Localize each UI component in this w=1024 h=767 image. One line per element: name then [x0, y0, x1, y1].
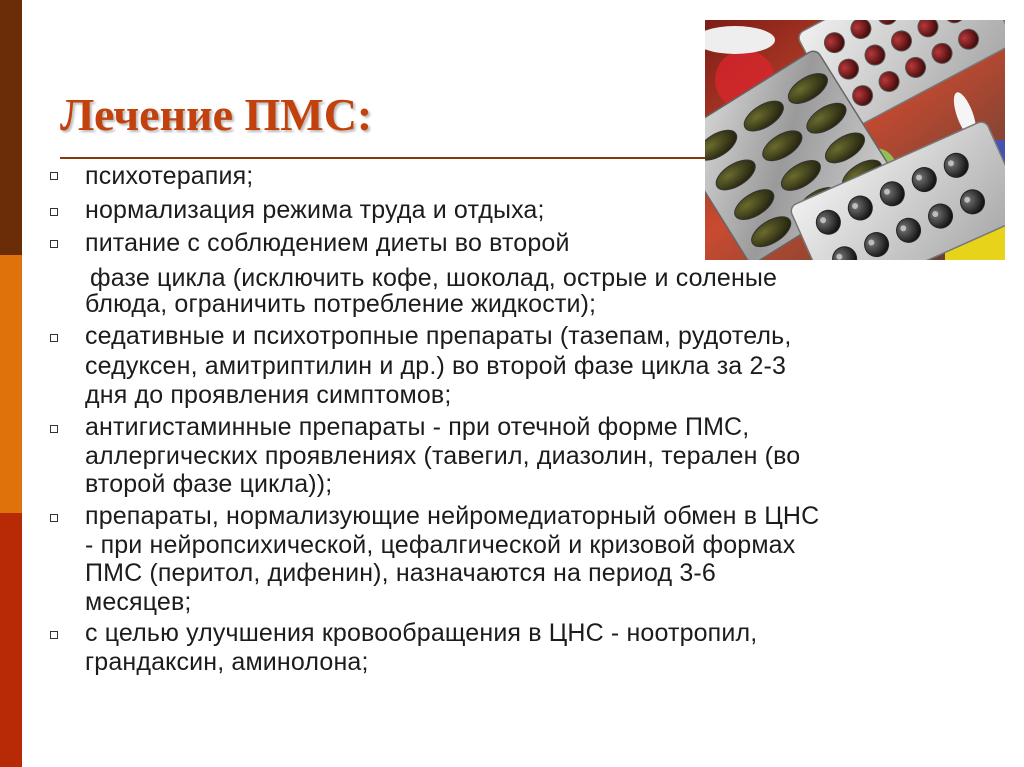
slide-title: Лечение ПМС:	[60, 89, 373, 140]
bullet-text: блюда, ограничить потребление жидкости);	[85, 290, 597, 318]
bullet-text: препараты, нормализующие нейромедиаторный обмен в ЦНС	[85, 502, 820, 530]
bullet-marker-icon	[50, 631, 58, 639]
side-bar-middle-segment	[0, 255, 22, 513]
side-bar-top-segment	[0, 0, 22, 255]
bullet-text: питание с соблюдением диеты во второй	[85, 229, 570, 257]
bullet-text: месяцев;	[85, 588, 192, 616]
bullet-text: седуксен, амитриптилин и др.) во второй фазе цикла за 2-3	[85, 352, 787, 380]
bullet-text: ПМС (перитол, дифенин), назначаются на период 3-6	[85, 559, 716, 587]
bullet-marker-icon	[50, 172, 58, 180]
title-underline	[60, 157, 715, 159]
bullet-text: антигистаминные препараты - при отечной форме ПМС,	[85, 413, 750, 441]
bullet-text: седативные и психотропные препараты (тазепам, рудотель,	[85, 322, 792, 350]
side-bar-bottom-segment	[0, 513, 22, 767]
bullet-text: фазе цикла (исключить кофе, шоколад, острые и соленые	[90, 264, 778, 292]
bullet-text: аллергических проявлениях (тавегил, диазолин, терален (во	[85, 442, 801, 470]
bullet-marker-icon	[50, 208, 58, 216]
bullet-text: грандаксин, аминолона;	[85, 648, 369, 676]
bullet-text: с целью улучшения кровообращения в ЦНС - ноотропил,	[85, 619, 758, 647]
side-color-bar	[0, 0, 22, 767]
bullet-text: нормализация режима труда и отдыха;	[85, 196, 545, 224]
bullet-marker-icon	[50, 334, 58, 342]
pills-photo	[705, 20, 1005, 260]
bullet-marker-icon	[50, 425, 58, 433]
bullet-marker-icon	[50, 514, 58, 522]
bullet-text: - при нейропсихической, цефалгической и кризовой формах	[85, 531, 796, 559]
bullet-text: второй фазе цикла));	[85, 470, 333, 498]
bullet-text: дня до проявления симптомов;	[85, 381, 452, 409]
bullet-text: психотерапия;	[85, 162, 254, 190]
bullet-marker-icon	[50, 240, 58, 248]
